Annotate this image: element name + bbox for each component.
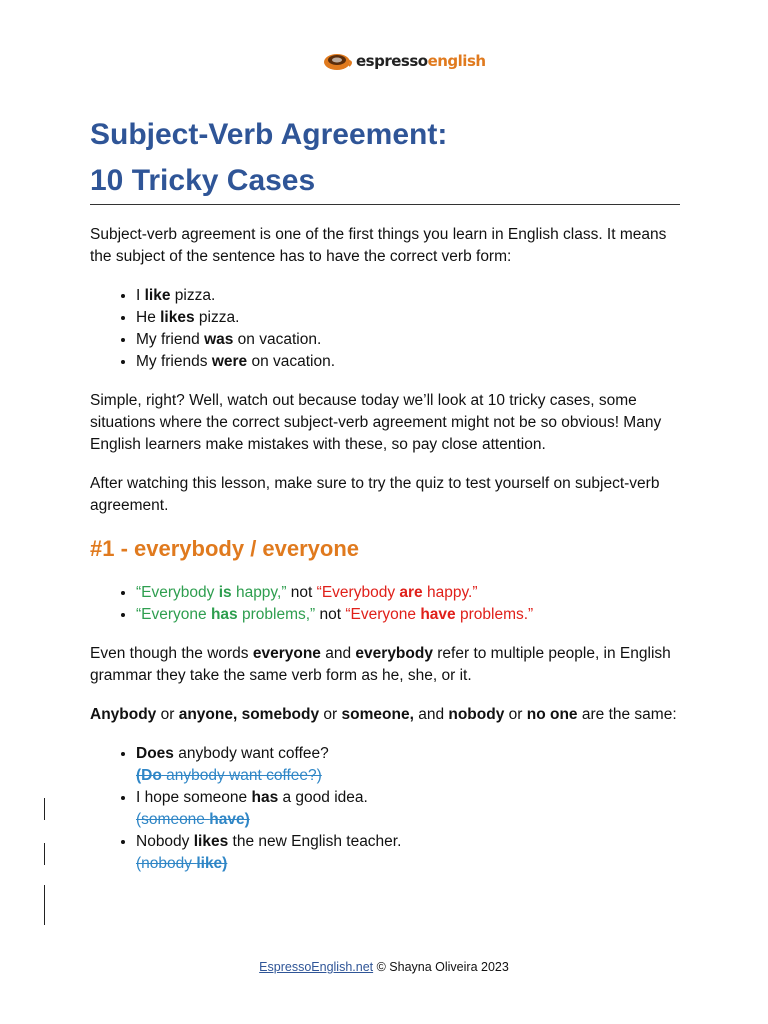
intro-paragraph-2: Simple, right? Well, watch out because today we’ll look at 10 tricky cases, some situations where the correct subject-verb agreement might not be so obvious! Many English learners make mistakes with these, so pay close attention. <box>90 392 662 453</box>
list-item: • My friends were on vacation. <box>136 351 680 373</box>
intro-examples-list <box>90 285 680 373</box>
list-item: • “Everybody is happy,” not “Everybody are happy.” <box>136 582 680 604</box>
logo-text: espressoenglish <box>356 52 486 70</box>
title-line-2: 10 Tricky Cases <box>90 164 316 197</box>
explain-paragraph: Even though the words everyone and everybody refer to multiple people, in English grammar they take the same verb form as he, she, or it. <box>90 645 671 684</box>
list-item: • I like pizza. <box>136 285 680 307</box>
footer <box>0 960 768 974</box>
document-body <box>90 224 680 892</box>
list-item: • Nobody likes the new English teacher. (nobody like) <box>136 831 680 875</box>
change-bar <box>44 798 45 820</box>
intro-paragraph-3: After watching this lesson, make sure to try the quiz to test yourself on subject-verb agreement. <box>90 475 660 514</box>
page-title <box>90 112 680 204</box>
title-divider <box>90 204 680 205</box>
correct-incorrect-list <box>90 582 680 626</box>
indefinite-pronoun-examples <box>90 743 680 875</box>
list-item: • “Everyone has problems,” not “Everyone have problems.” <box>136 604 680 626</box>
change-bar <box>44 885 45 925</box>
section-heading: #1 - everybody / everyone <box>90 536 360 561</box>
intro-paragraph: Subject-verb agreement is one of the first things you learn in English class. It means the subject of the sentence has to have the correct verb form: <box>90 226 667 265</box>
list-item: • Does anybody want coffee? (Do anybody want coffee?) <box>136 743 680 787</box>
change-bar <box>44 843 45 865</box>
list-item: • I hope someone has a good idea. (someone have) <box>136 787 680 831</box>
list-item: • My friend was on vacation. <box>136 329 680 351</box>
logo <box>322 46 486 76</box>
same-paragraph: Anybody or anyone, somebody or someone, and nobody or no one are the same: <box>90 706 677 723</box>
footer-copyright: © Shayna Oliveira 2023 <box>373 960 509 974</box>
coffee-cup-icon <box>322 49 352 73</box>
footer-link[interactable]: EspressoEnglish.net <box>259 960 374 974</box>
incorrect-example: (Do anybody want coffee?) <box>136 767 322 784</box>
incorrect-example: (nobody like) <box>136 855 228 872</box>
incorrect-example: (someone have) <box>136 811 250 828</box>
list-item: • He likes pizza. <box>136 307 680 329</box>
title-line-1: Subject-Verb Agreement: <box>90 118 448 151</box>
